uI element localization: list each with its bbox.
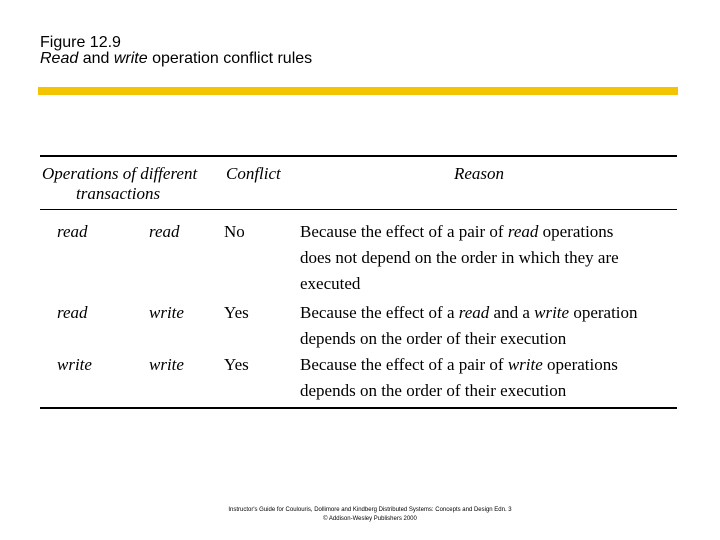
row1-reason [300, 219, 619, 297]
accent-bar [38, 87, 678, 95]
row3-reason-line1: Because the effect of a pair of write operations [300, 355, 618, 374]
caption-and: and [78, 50, 114, 67]
row1-op1: read [57, 222, 88, 241]
row2-op1: read [57, 303, 88, 322]
row3-op2: write [149, 355, 184, 374]
caption-write: write [113, 50, 148, 67]
figure-caption [40, 49, 312, 69]
header-reason: Reason [454, 164, 505, 183]
row1-op2: read [149, 222, 180, 241]
caption-read: Read [40, 50, 79, 67]
row2-reason [300, 300, 638, 352]
row2-conflict: Yes [224, 303, 249, 322]
header-conflict: Conflict [226, 164, 281, 183]
footer-copyright: © Addison-Wesley Publishers 2000 [323, 516, 417, 522]
row3-op1: write [57, 355, 92, 374]
table-header-rule [40, 209, 677, 210]
footer-citation: Instructor's Guide for Coulouris, Dollimore and Kindberg Distributed Systems: Concepts and Design Edn. 3 [228, 507, 512, 513]
table-bottom-rule [40, 407, 677, 409]
row3-reason-line2: depends on the order of their execution [300, 381, 567, 400]
row1-reason-line2: does not depend on the order in which they are [300, 248, 619, 267]
row1-conflict: No [224, 222, 245, 241]
header-operations-line2: transactions [76, 184, 161, 203]
figure-number: Figure 12.9 [40, 34, 121, 51]
row3-conflict: Yes [224, 355, 249, 374]
table-top-rule [40, 155, 677, 157]
row2-reason-line2: depends on the order of their execution [300, 329, 567, 348]
row2-op2: write [149, 303, 184, 322]
caption-rest: operation conflict rules [147, 50, 313, 67]
row1-reason-line3: executed [300, 274, 361, 293]
row3-reason [300, 352, 618, 404]
row2-reason-line1: Because the effect of a read and a write operation [300, 303, 638, 322]
header-operations-line1: Operations of different [42, 164, 198, 183]
header-operations [42, 164, 197, 204]
row1-reason-line1: Because the effect of a pair of read operations [300, 222, 614, 241]
